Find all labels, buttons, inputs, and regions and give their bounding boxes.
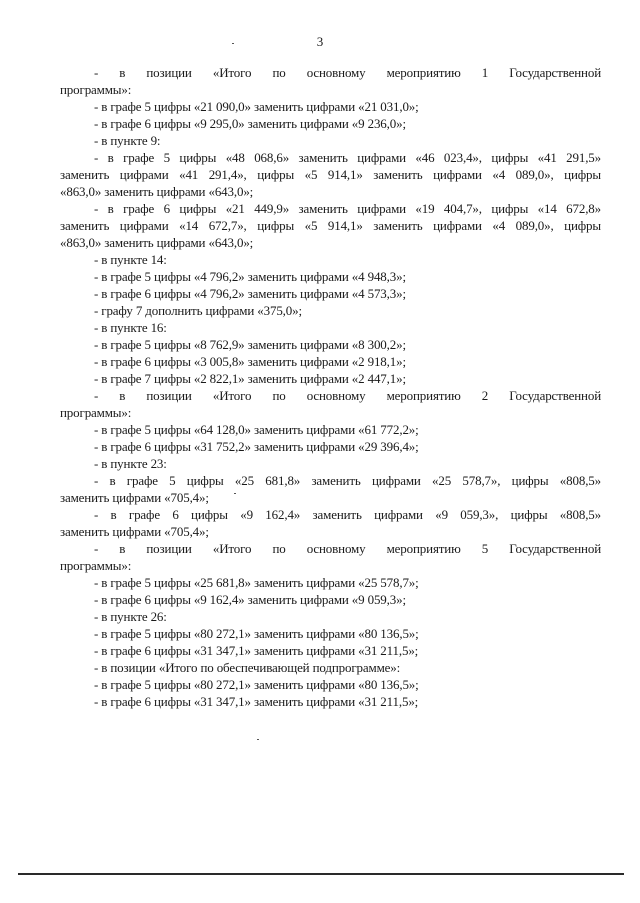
text-line: программы»: [60,558,132,573]
scan-speck [232,43,234,44]
text-line: - в графе 5 цифры «4 796,2» заменить цифрами «4 948,3»; [94,269,406,284]
text-line: - в пункте 14: [94,252,167,267]
text-line: - в позиции «Итого по основному мероприятию 1 Государственной [94,65,601,80]
page-number: 3 [316,34,324,49]
scan-speck [257,739,259,740]
text-line: - в графе 6 цифры «31 752,2» заменить цифрами «29 396,4»; [94,439,419,454]
amendment-list [60,64,601,710]
text-line: - в графе 5 цифры «8 762,9» заменить цифрами «8 300,2»; [94,337,406,352]
text-line: заменить цифрами «705,4»; [60,524,209,539]
text-line: - в пункте 9: [94,133,161,148]
text-line: программы»: [60,82,132,97]
text-line: «863,0» заменить цифрами «643,0»; [60,235,254,250]
text-line: - графу 7 дополнить цифрами «375,0»; [94,303,302,318]
text-line: - в графе 6 цифры «9 162,4» заменить цифрами «9 059,3», цифры «808,5» [94,507,601,522]
text-line: - в графе 6 цифры «31 347,1» заменить цифрами «31 211,5»; [94,643,419,658]
text-line: - в графе 5 цифры «80 272,1» заменить цифрами «80 136,5»; [94,626,419,641]
text-line: - в позиции «Итого по обеспечивающей подпрограмме»: [94,660,401,675]
text-line: «863,0» заменить цифрами «643,0»; [60,184,254,199]
text-line: - в графе 5 цифры «64 128,0» заменить цифрами «61 772,2»; [94,422,419,437]
text-line: - в графе 5 цифры «21 090,0» заменить цифрами «21 031,0»; [94,99,419,114]
text-line: - в пункте 26: [94,609,167,624]
text-line: заменить цифрами «14 672,7», цифры «5 914,1» заменить цифрами «4 089,0», цифры [60,218,601,233]
text-line: программы»: [60,405,132,420]
text-line: - в позиции «Итого по основному мероприятию 5 Государственной [94,541,601,556]
text-line: заменить цифрами «41 291,4», цифры «5 914,1» заменить цифрами «4 089,0», цифры [60,167,601,182]
text-line: - в графе 7 цифры «2 822,1» заменить цифрами «2 447,1»; [94,371,406,386]
text-line: - в пункте 16: [94,320,167,335]
page-bottom-rule [18,873,624,875]
text-line: - в графе 5 цифры «25 681,8» заменить цифрами «25 578,7»; [94,575,419,590]
text-line: - в графе 6 цифры «9 162,4» заменить цифрами «9 059,3»; [94,592,406,607]
text-line: - в графе 6 цифры «21 449,9» заменить цифрами «19 404,7», цифры «14 672,8» [94,201,601,216]
text-line: - в графе 6 цифры «4 796,2» заменить цифрами «4 573,3»; [94,286,406,301]
text-line: - в позиции «Итого по основному мероприятию 2 Государственной [94,388,601,403]
text-line: - в графе 6 цифры «3 005,8» заменить цифрами «2 918,1»; [94,354,406,369]
text-line: - в графе 6 цифры «9 295,0» заменить цифрами «9 236,0»; [94,116,406,131]
text-line: заменить цифрами «705,4»; [60,490,209,505]
text-line: - в графе 5 цифры «25 681,8» заменить цифрами «25 578,7», цифры «808,5» [94,473,601,488]
text-line: - в графе 5 цифры «48 068,6» заменить цифрами «46 023,4», цифры «41 291,5» [94,150,601,165]
text-line: - в пункте 23: [94,456,167,471]
text-line: - в графе 5 цифры «80 272,1» заменить цифрами «80 136,5»; [94,677,419,692]
text-line: - в графе 6 цифры «31 347,1» заменить цифрами «31 211,5»; [94,694,419,709]
